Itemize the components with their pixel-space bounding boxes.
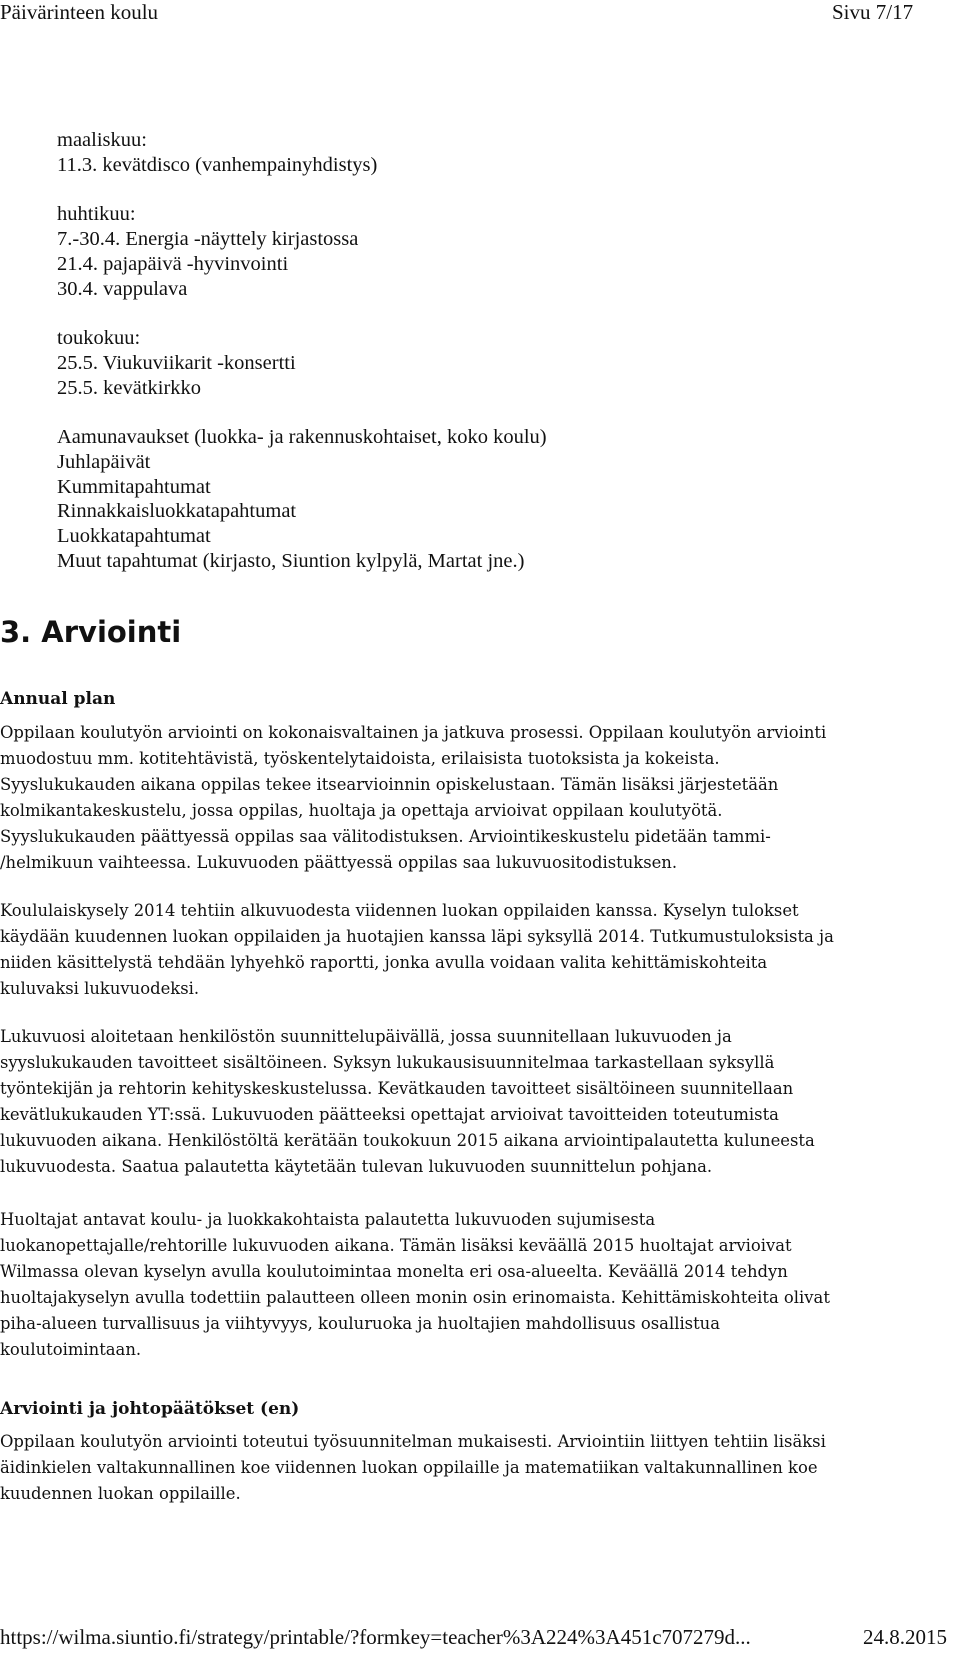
text-line: koulutoimintaan. (0, 1340, 142, 1359)
header-school-name: Päivärinteen koulu (0, 0, 159, 24)
event-line: 25.5. kevätkirkko (57, 376, 202, 399)
text-line: niiden käsittelystä tehdään lyhyehkö raportti, jonka avulla voidaan valita kehittämiskohteita (0, 953, 768, 972)
paragraph-conclusions (0, 1429, 945, 1507)
event-line: Kummitapahtumat (57, 475, 211, 498)
event-line: toukokuu: (57, 327, 141, 350)
text-line: äidinkielen valtakunnallinen koe viidennen luokan oppilaille ja matematiikan valtakunnallinen koe (0, 1458, 818, 1477)
event-group-recurring (57, 425, 937, 573)
text-line: kolmikantakeskustelu, jossa oppilas, huoltaja ja opettaja arvioivat oppilaan koulutyötä. (0, 801, 723, 820)
event-line: Aamunavaukset (luokka- ja rakennuskohtaiset, koko koulu) (57, 426, 547, 449)
text-line: Oppilaan koulutyön arviointi toteutui työsuunnitelman mukaisesti. Arviointiin liittyen tehtiin lisäksi (0, 1432, 826, 1451)
event-line: Luokkatapahtumat (57, 525, 211, 548)
event-line: maaliskuu: (57, 129, 147, 151)
paragraph-pupil-survey (0, 898, 945, 1002)
event-calendar (57, 128, 937, 574)
event-line: 30.4. vappulava (57, 277, 188, 300)
text-line: Huoltajat antavat koulu- ja luokkakohtaista palautetta lukuvuoden sujumisesta (0, 1210, 656, 1229)
event-line: huhtikuu: (57, 203, 136, 226)
event-line: Muut tapahtumat (kirjasto, Siuntion kylpylä, Martat jne.) (57, 549, 525, 572)
text-line: lukuvuodesta. Saatua palautetta käytetään tulevan lukuvuoden suunnittelun pohjana. (0, 1157, 713, 1176)
event-group-april (57, 202, 937, 301)
text-line: Koululaiskysely 2014 tehtiin alkuvuodesta viidennen luokan oppilaiden kanssa. Kyselyn tulokset (0, 901, 799, 920)
event-line: 25.5. Viukuviikarit -konsertti (57, 351, 296, 374)
text-line: kuudennen luokan oppilaille. (0, 1484, 241, 1503)
event-line: Rinnakkaisluokkatapahtumat (57, 500, 297, 523)
paragraph-guardian-feedback (0, 1207, 945, 1363)
paragraph-staff-planning (0, 1024, 945, 1180)
event-line: 11.3. kevätdisco (vanhempainyhdistys) (57, 153, 378, 176)
text-line: kuluvaksi lukuvuodeksi. (0, 979, 200, 998)
header-page-number: Sivu 7/17 (832, 0, 914, 24)
text-line: Wilmassa olevan kyselyn avulla koulutoimintaa monelta eri osa-alueelta. Keväällä 2014 tehdyn (0, 1262, 788, 1281)
paragraph-assessment (0, 720, 945, 876)
text-line: kevätlukukauden YT:ssä. Lukuvuoden päätteeksi opettajat arvioivat tavoitteiden toteutumista (0, 1105, 779, 1124)
text-line: luokanopettajalle/rehtorille lukuvuoden aikana. Tämän lisäksi keväällä 2015 huoltajat arvioivat (0, 1236, 792, 1255)
text-line: huoltajakyselyn avulla todettiin palautteen olleen monin osin erinomaista. Kehittämiskohteita olivat (0, 1288, 830, 1307)
text-line: työntekijän ja rehtorin kehityskeskustelussa. Kevätkauden tavoitteet sisältöineen suunnitellaan (0, 1079, 794, 1098)
text-line: Syyslukukauden päättyessä oppilas saa välitodistuksen. Arviointikeskustelu pidetään tammi- (0, 827, 771, 846)
annual-plan-heading: Annual plan (0, 689, 116, 709)
event-group-may (57, 326, 937, 400)
text-line: piha-alueen turvallisuus ja viihtyvyys, kouluruoka ja huoltajien mahdollisuus osallistua (0, 1314, 721, 1333)
text-line: lukuvuoden aikana. Henkilöstöltä kerätään toukokuun 2015 aikana arviointipalautetta kuluneesta (0, 1131, 815, 1150)
text-line: /helmikuun vaihteessa. Lukuvuoden päättyessä oppilas saa lukuvuositodistuksen. (0, 853, 678, 872)
text-line: muodostuu mm. kotitehtävistä, työskentelytaidoista, erilaisista tuotoksista ja kokeista. (0, 749, 720, 768)
event-line: 7.-30.4. Energia -näyttely kirjastossa (57, 228, 359, 251)
text-line: Syyslukukauden aikana oppilas tekee itsearvioinnin opiskelustaan. Tämän lisäksi järjestetään (0, 775, 779, 794)
footer-url: https://wilma.siuntio.fi/strategy/printable/?formkey=teacher%3A224%3A451c707279d... (0, 1625, 751, 1649)
footer-date: 24.8.2015 (863, 1625, 947, 1649)
conclusions-heading: Arviointi ja johtopäätökset (en) (0, 1399, 300, 1419)
text-line: Lukuvuosi aloitetaan henkilöstön suunnittelupäivällä, jossa suunnitellaan lukuvuoden ja (0, 1027, 732, 1046)
text-line: syyslukukauden tavoitteet sisältöineen. Syksyn lukukausisuunnitelmaa tarkastellaan syksyllä (0, 1053, 775, 1072)
event-group-march (57, 128, 937, 177)
text-line: käydään kuudennen luokan oppilaiden ja huotajien kanssa läpi syksyllä 2014. Tutkumustuloksista ja (0, 927, 834, 946)
section-title: 3. Arviointi (0, 615, 182, 649)
event-line: Juhlapäivät (57, 451, 151, 474)
event-line: 21.4. pajapäivä -hyvinvointi (57, 252, 289, 275)
text-line: Oppilaan koulutyön arviointi on kokonaisvaltainen ja jatkuva prosessi. Oppilaan koulutyön arviointi (0, 723, 827, 742)
